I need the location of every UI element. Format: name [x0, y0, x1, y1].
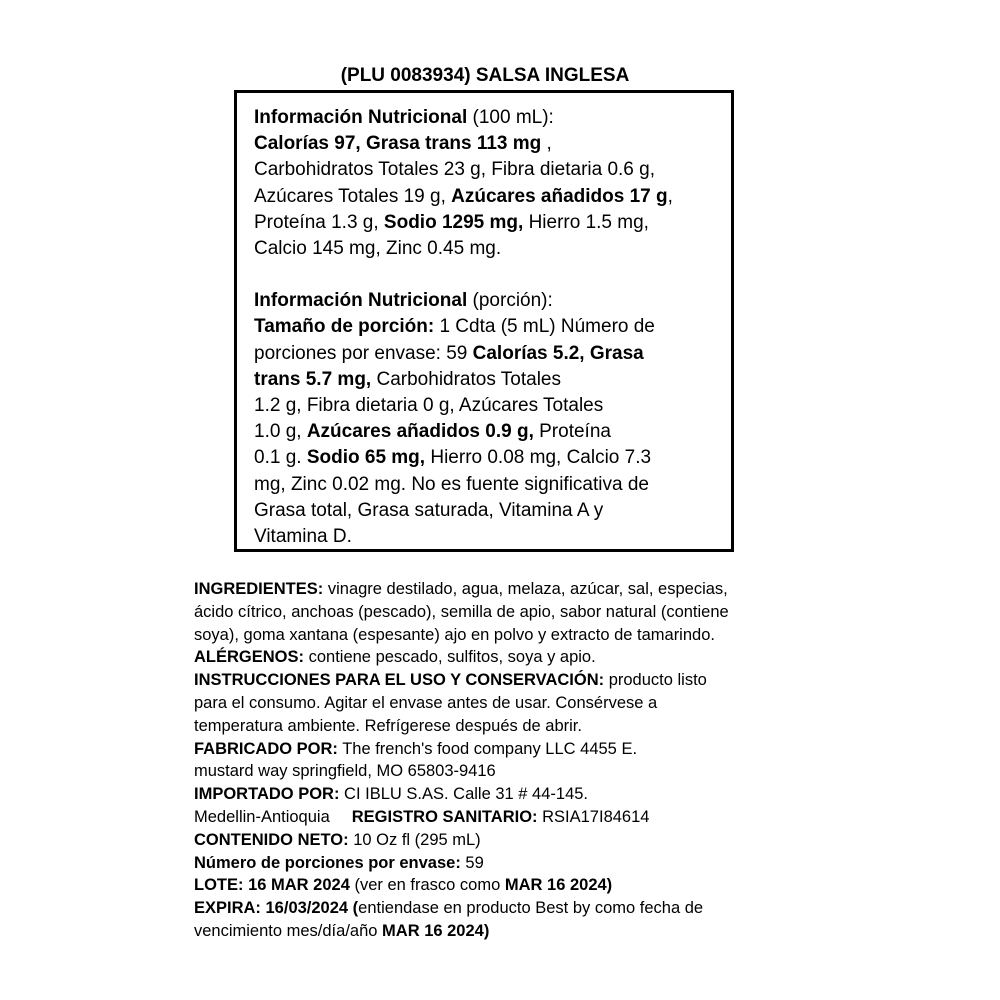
nutrition-heading: Información Nutricional [254, 107, 468, 128]
nutrition-100ml-heading-line: Información Nutricional (100 mL): [254, 107, 554, 128]
importer-registry-line: Medellin-Antioquia REGISTRO SANITARIO: RSIA17I84614 [194, 807, 650, 826]
allergens-line: ALÉRGENOS: contiene pescado, sulfitos, soya y apio. [194, 648, 596, 667]
lot-line: LOTE: 16 MAR 2024 (ver en frasco como MAR 16 2024) [194, 876, 613, 895]
nutrition-line: Tamaño de porción: 1 Cdta (5 mL) Número de [254, 316, 655, 338]
manufacturer-line: FABRICADO POR: The french's food company LLC 4455 E. [194, 739, 638, 758]
nutrition-serving-heading-line: Información Nutricional (porción): [254, 290, 553, 312]
product-details [194, 578, 824, 943]
nutrition-line: Azúcares Totales 19 g, Azúcares añadidos 17 g, [254, 185, 673, 207]
instructions-line: para el consumo. Agitar el envase antes de usar. Consérvese a [194, 693, 658, 712]
nutrition-heading: Información Nutricional [254, 290, 468, 312]
nutrition-line: Proteína 1.3 g, Sodio 1295 mg, Hierro 1.5 mg, [254, 211, 649, 233]
ingredients-line: ácido cítrico, anchoas (pescado), semilla de apio, sabor natural (contiene [194, 602, 729, 621]
nutrition-line: Calorías 97, Grasa trans 113 mg , [254, 133, 552, 155]
nutrition-line: Grasa total, Grasa saturada, Vitamina A y [254, 499, 604, 521]
product-title: (PLU 0083934) SALSA INGLESA [340, 65, 630, 86]
expiry-line: EXPIRA: 16/03/2024 (entiendase en producto Best by como fecha de [194, 899, 704, 918]
nutrition-line: 1.0 g, Azúcares añadidos 0.9 g, Proteína [254, 421, 611, 443]
net-content-line: CONTENIDO NETO: 10 Oz fl (295 mL) [194, 830, 481, 849]
ingredients-line: soya), goma xantana (espesante) ajo en polvo y extracto de tamarindo. [194, 625, 715, 644]
nutrition-line: 0.1 g. Sodio 65 mg, Hierro 0.08 mg, Calcio 7.3 [254, 447, 652, 469]
nutrition-line: trans 5.7 mg, Carbohidratos Totales [254, 368, 561, 390]
nutrition-line: 1.2 g, Fibra dietaria 0 g, Azúcares Totales [254, 395, 604, 417]
manufacturer-line: mustard way springfield, MO 65803-9416 [194, 762, 496, 781]
nutrition-line: porciones por envase: 59 Calorías 5.2, Grasa [254, 342, 644, 364]
nutrition-line: Carbohidratos Totales 23 g, Fibra dietaria 0.6 g, [254, 159, 655, 181]
instructions-line: temperatura ambiente. Refrígerese después de abrir. [194, 716, 582, 735]
servings-line: Número de porciones por envase: 59 [194, 853, 484, 872]
nutrition-facts-box [234, 90, 734, 552]
section-gap [254, 262, 731, 288]
nutrition-line: Vitamina D. [254, 526, 352, 548]
ingredients-line: INGREDIENTES: vinagre destilado, agua, melaza, azúcar, sal, especias, [194, 580, 728, 598]
nutrition-line: mg, Zinc 0.02 mg. No es fuente significativa de [254, 473, 649, 495]
expiry-line: vencimiento mes/día/año MAR 16 2024) [194, 921, 490, 940]
instructions-line: INSTRUCCIONES PARA EL USO Y CONSERVACIÓN: producto listo [194, 671, 707, 690]
importer-line: IMPORTADO POR: CI IBLU S.AS. Calle 31 # 44-145. [194, 785, 589, 804]
nutrition-line: Calcio 145 mg, Zinc 0.45 mg. [254, 238, 502, 260]
